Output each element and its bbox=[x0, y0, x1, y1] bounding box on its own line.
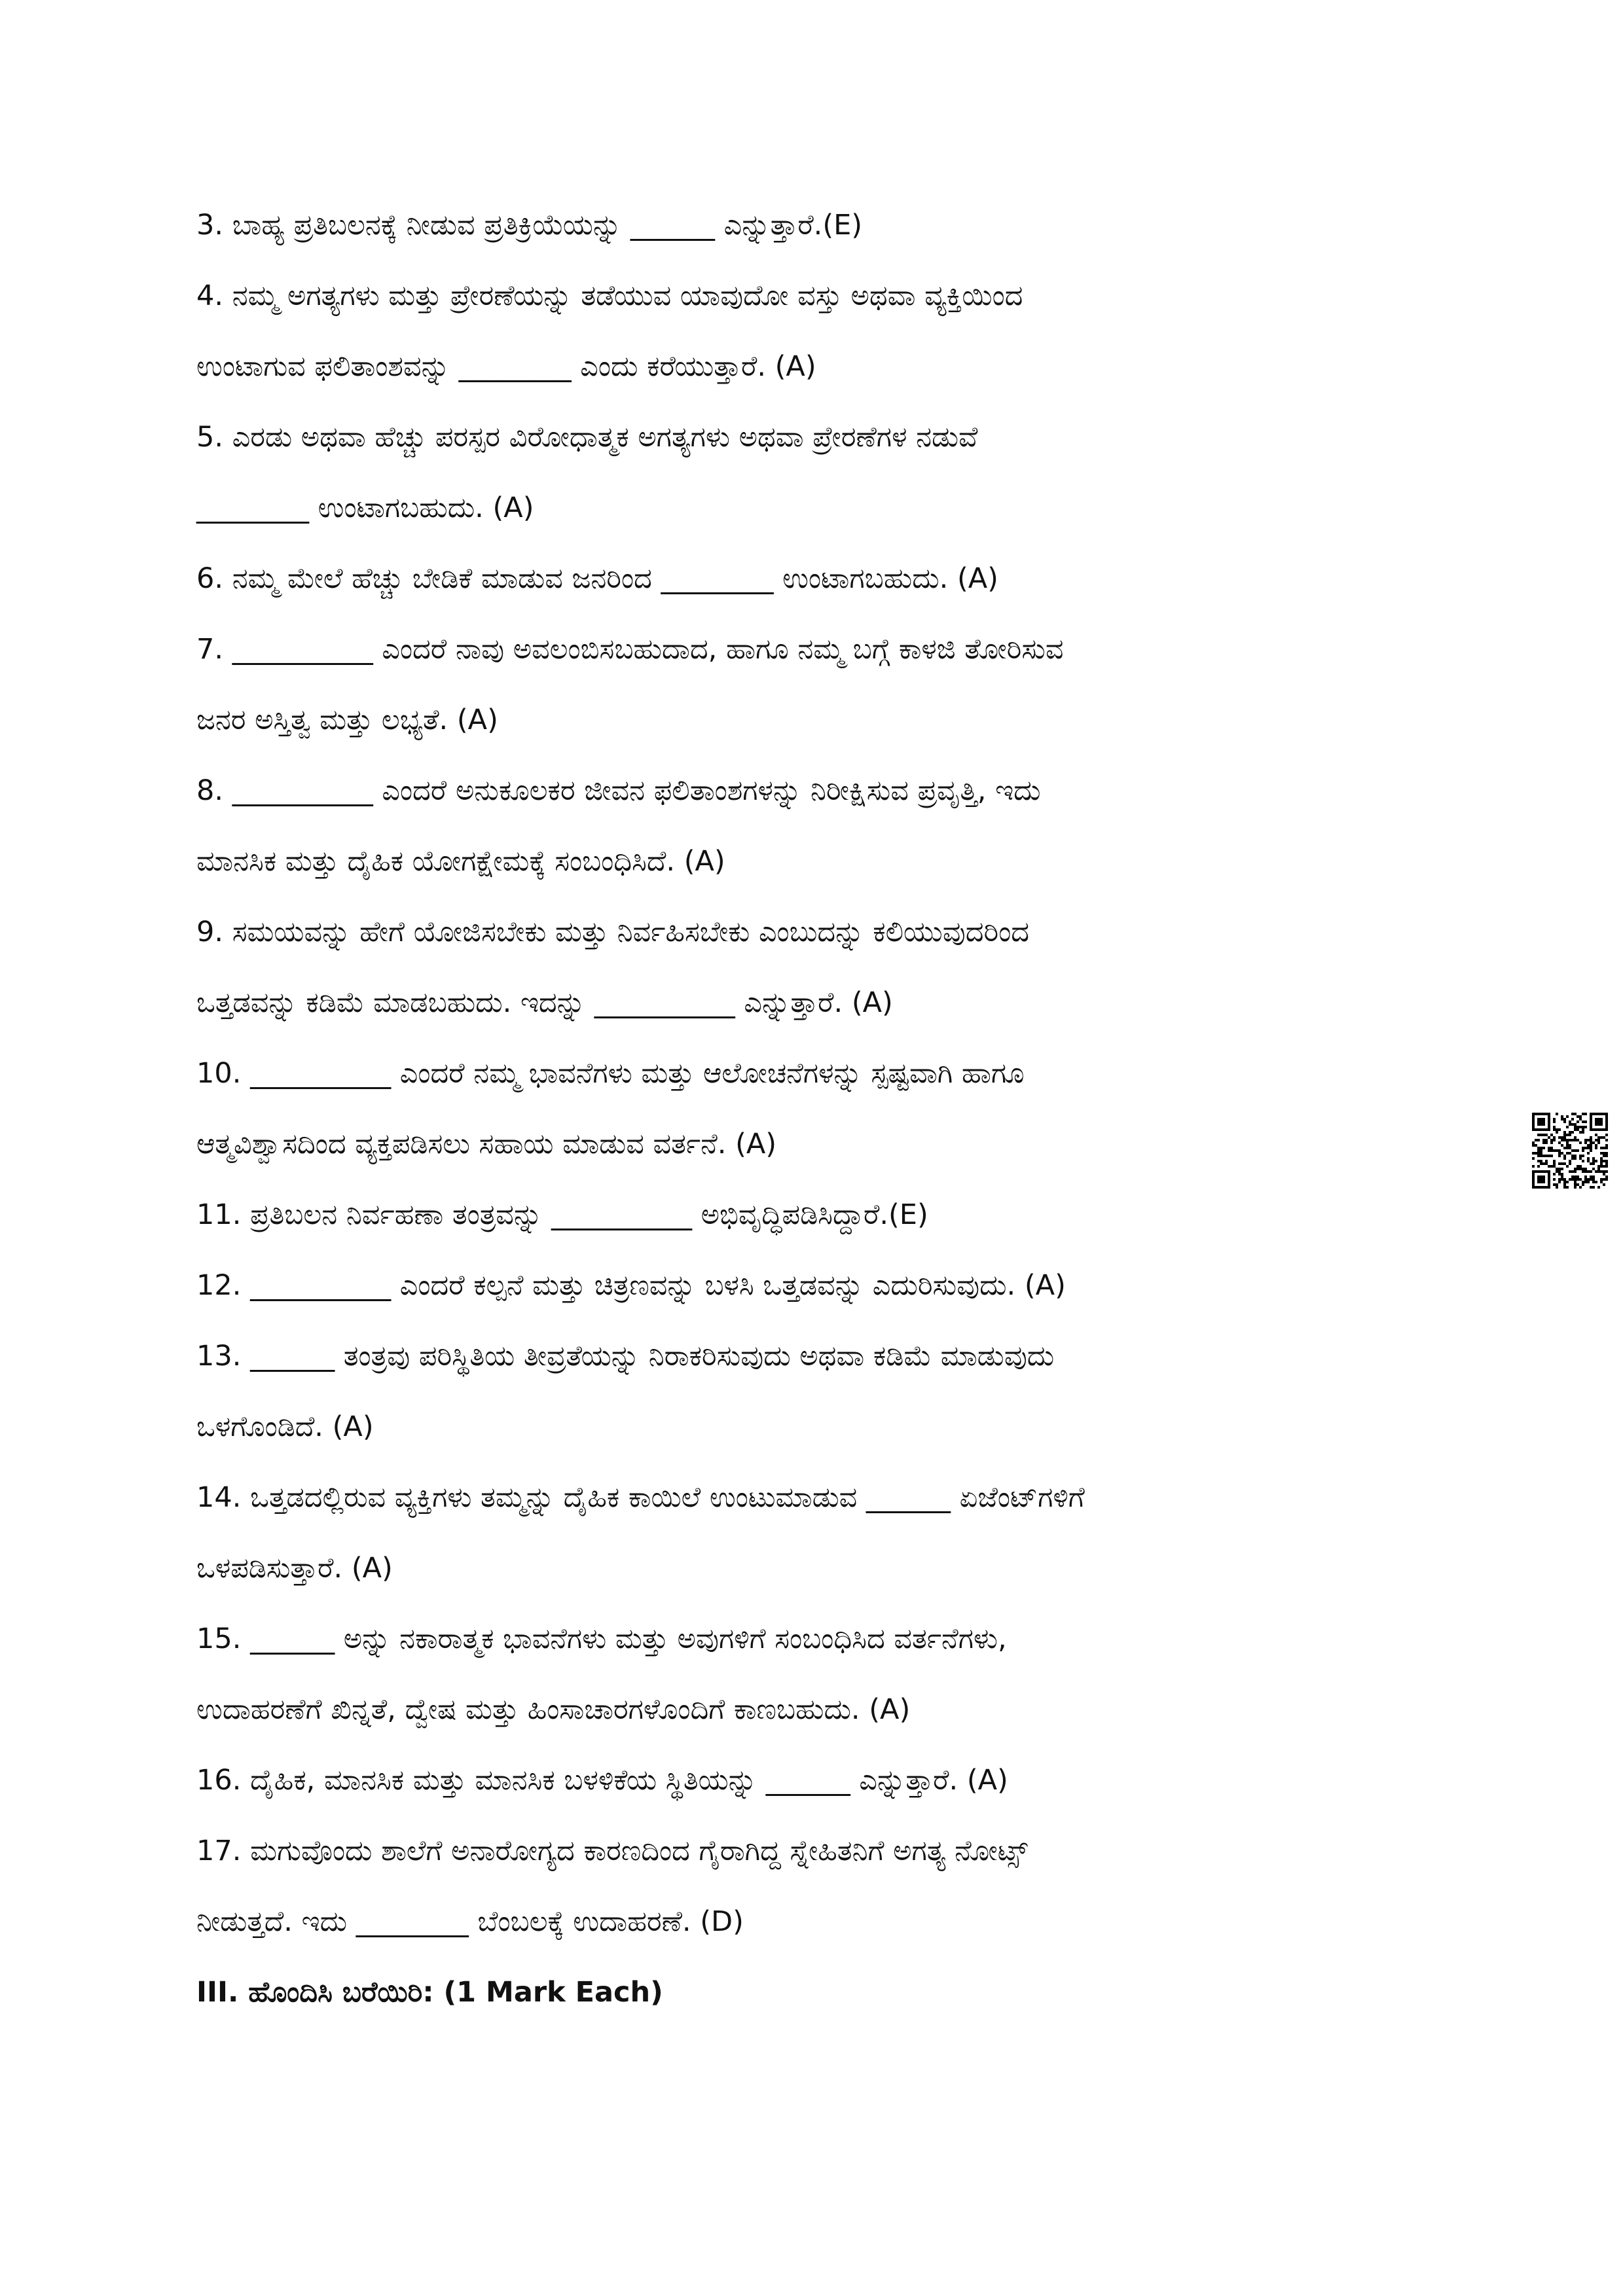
question-text-continued bbox=[196, 473, 1440, 543]
question-item bbox=[196, 614, 1440, 755]
question-number: 14. bbox=[196, 1481, 242, 1514]
question-line: ಉಂಟಾಗುವ ಫಲಿತಾಂಶವನ್ನು ________ ಎಂದು ಕರೆಯುತ್ತಾರೆ. (A) bbox=[196, 350, 816, 383]
question-number: 11. bbox=[196, 1198, 242, 1231]
question-text-continued bbox=[196, 1674, 1440, 1745]
question-text bbox=[196, 1604, 1440, 1674]
question-number: 17. bbox=[196, 1835, 242, 1867]
question-line: ಮಾನಸಿಕ ಮತ್ತು ದೈಹಿಕ ಯೋಗಕ್ಷೇಮಕ್ಕೆ ಸಂಬಂಧಿಸಿದೆ. (A) bbox=[196, 845, 725, 878]
question-text bbox=[196, 1745, 1440, 1816]
question-item bbox=[196, 897, 1440, 1038]
question-text-continued bbox=[196, 967, 1440, 1038]
question-text bbox=[196, 1038, 1440, 1109]
question-line: ಜನರ ಅಸ್ತಿತ್ವ ಮತ್ತು ಲಭ್ಯತೆ. (A) bbox=[196, 704, 498, 736]
question-text-continued bbox=[196, 685, 1440, 755]
question-text bbox=[196, 1816, 1440, 1886]
question-text-continued bbox=[196, 331, 1440, 402]
question-text bbox=[196, 543, 1440, 614]
question-number: 3. bbox=[196, 209, 224, 242]
question-number: 5. bbox=[196, 421, 224, 454]
question-line: ದೈಹಿಕ, ಮಾನಸಿಕ ಮತ್ತು ಮಾನಸಿಕ ಬಳಳಿಕೆಯ ಸ್ಥಿತಿಯನ್ನು ______ ಎನ್ನುತ್ತಾರೆ. (A) bbox=[250, 1764, 1008, 1797]
question-line: ಬಾಹ್ಯ ಪ್ರತಿಬಲನಕ್ಕೆ ನೀಡುವ ಪ್ರತಿಕ್ರಿಯೆಯನ್ನು ______ ಎನ್ನುತ್ತಾರೆ.(E) bbox=[232, 209, 863, 242]
question-text-continued bbox=[196, 1109, 1440, 1179]
question-text bbox=[196, 402, 1440, 473]
question-number: 13. bbox=[196, 1340, 242, 1372]
question-text bbox=[196, 1462, 1440, 1533]
question-item bbox=[196, 1462, 1440, 1604]
question-item bbox=[196, 190, 1440, 260]
question-line: ಪ್ರತಿಬಲನ ನಿರ್ವಹಣಾ ತಂತ್ರವನ್ನು __________ ಅಭಿವೃದ್ಧಿಪಡಿಸಿದ್ದಾರೆ.(E) bbox=[250, 1198, 928, 1231]
question-line: ಮಗುವೊಂದು ಶಾಲೆಗೆ ಅನಾರೋಗ್ಯದ ಕಾರಣದಿಂದ ಗೈರಾಗಿದ್ದ ಸ್ನೇಹಿತನಿಗೆ ಅಗತ್ಯ ನೋಟ್ಸ್ bbox=[250, 1835, 1028, 1867]
question-item bbox=[196, 755, 1440, 897]
question-line: ನಮ್ಮ ಅಗತ್ಯಗಳು ಮತ್ತು ಪ್ರೇರಣೆಯನ್ನು ತಡೆಯುವ ಯಾವುದೋ ವಸ್ತು ಅಥವಾ ವ್ಯಕ್ತಿಯಿಂದ bbox=[232, 279, 1023, 312]
question-item bbox=[196, 1321, 1440, 1462]
question-line: ಒಳಪಡಿಸುತ್ತಾರೆ. (A) bbox=[196, 1552, 393, 1585]
question-number: 16. bbox=[196, 1764, 242, 1797]
question-item bbox=[196, 1179, 1440, 1250]
question-line: ಸಮಯವನ್ನು ಹೇಗೆ ಯೋಜಿಸಬೇಕು ಮತ್ತು ನಿರ್ವಹಿಸಬೇಕು ಎಂಬುದನ್ನು ಕಲಿಯುವುದರಿಂದ bbox=[232, 916, 1030, 948]
question-line: ಒಳಗೊಂಡಿದೆ. (A) bbox=[196, 1410, 374, 1443]
question-line: __________ ಎಂದರೆ ನಾವು ಅವಲಂಬಿಸಬಹುದಾದ, ಹಾಗೂ ನಮ್ಮ ಬಗ್ಗೆ ಕಾಳಜಿ ತೋರಿಸುವ bbox=[232, 633, 1064, 666]
question-number: 10. bbox=[196, 1057, 242, 1090]
question-text bbox=[196, 1250, 1440, 1321]
question-number: 6. bbox=[196, 562, 224, 595]
question-line: ಒತ್ತಡವನ್ನು ಕಡಿಮೆ ಮಾಡಬಹುದು. ಇದನ್ನು __________ ಎನ್ನುತ್ತಾರೆ. (A) bbox=[196, 986, 893, 1019]
question-item bbox=[196, 1604, 1440, 1745]
question-line: ಉದಾಹರಣೆಗೆ ಖಿನ್ನತೆ, ದ್ವೇಷ ಮತ್ತು ಹಿಂಸಾಚಾರಗಳೊಂದಿಗೆ ಕಾಣಬಹುದು. (A) bbox=[196, 1693, 911, 1726]
question-item bbox=[196, 402, 1440, 543]
question-item bbox=[196, 1745, 1440, 1816]
question-text bbox=[196, 755, 1440, 826]
question-text-continued bbox=[196, 1886, 1440, 1957]
question-line: __________ ಎಂದರೆ ಕಲ್ಪನೆ ಮತ್ತು ಚಿತ್ರಣವನ್ನು ಬಳಸಿ ಒತ್ತಡವನ್ನು ಎದುರಿಸುವುದು. (A) bbox=[250, 1269, 1066, 1302]
question-item bbox=[196, 543, 1440, 614]
question-number: 9. bbox=[196, 916, 224, 948]
section-heading: III. ಹೊಂದಿಸಿ ಬರೆಯಿರಿ: (1 Mark Each) bbox=[196, 1976, 663, 2009]
question-line: ______ ಅನ್ನು ನಕಾರಾತ್ಮಕ ಭಾವನೆಗಳು ಮತ್ತು ಅವುಗಳಿಗೆ ಸಂಬಂಧಿಸಿದ ವರ್ತನೆಗಳು, bbox=[250, 1623, 1007, 1655]
question-line: ನಮ್ಮ ಮೇಲೆ ಹೆಚ್ಚು ಬೇಡಿಕೆ ಮಾಡುವ ಜನರಿಂದ ________ ಉಂಟಾಗಬಹುದು. (A) bbox=[232, 562, 998, 595]
question-item bbox=[196, 1816, 1440, 1957]
question-line: ________ ಉಂಟಾಗಬಹುದು. (A) bbox=[196, 492, 534, 524]
question-item bbox=[196, 1250, 1440, 1321]
question-item bbox=[196, 260, 1440, 402]
question-text-continued bbox=[196, 1391, 1440, 1462]
question-list bbox=[196, 190, 1440, 2028]
question-text bbox=[196, 897, 1440, 967]
question-line: ಒತ್ತಡದಲ್ಲಿರುವ ವ್ಯಕ್ತಿಗಳು ತಮ್ಮನ್ನು ದೈಹಿಕ ಕಾಯಿಲೆ ಉಂಟುಮಾಡುವ ______ ಏಜೆಂಟ್‌ಗಳಿಗೆ bbox=[250, 1481, 1085, 1514]
question-number: 12. bbox=[196, 1269, 242, 1302]
question-text bbox=[196, 614, 1440, 685]
question-line: ನೀಡುತ್ತದೆ. ಇದು ________ ಬೆಂಬಲಕ್ಕೆ ಉದಾಹರಣೆ. (D) bbox=[196, 1905, 744, 1938]
question-text bbox=[196, 1321, 1440, 1391]
question-text bbox=[196, 1179, 1440, 1250]
question-line: __________ ಎಂದರೆ ಅನುಕೂಲಕರ ಜೀವನ ಫಲಿತಾಂಶಗಳನ್ನು ನಿರೀಕ್ಷಿಸುವ ಪ್ರವೃತ್ತಿ, ಇದು bbox=[232, 774, 1041, 807]
question-text bbox=[196, 190, 1440, 260]
question-text-continued bbox=[196, 826, 1440, 897]
question-item bbox=[196, 1038, 1440, 1179]
question-number: 15. bbox=[196, 1623, 242, 1655]
question-text-continued bbox=[196, 1533, 1440, 1604]
question-line: __________ ಎಂದರೆ ನಮ್ಮ ಭಾವನೆಗಳು ಮತ್ತು ಆಲೋಚನೆಗಳನ್ನು ಸ್ಪಷ್ಟವಾಗಿ ಹಾಗೂ bbox=[250, 1057, 1025, 1090]
question-number: 7. bbox=[196, 633, 224, 666]
qr-code-icon bbox=[1532, 1113, 1608, 1189]
question-line: ______ ತಂತ್ರವು ಪರಿಸ್ಥಿತಿಯ ತೀವ್ರತೆಯನ್ನು ನಿರಾಕರಿಸುವುದು ಅಥವಾ ಕಡಿಮೆ ಮಾಡುವುದು bbox=[250, 1340, 1055, 1372]
question-text bbox=[196, 260, 1440, 331]
question-number: 4. bbox=[196, 279, 224, 312]
question-number: 8. bbox=[196, 774, 224, 807]
question-line: ಆತ್ಮವಿಶ್ವಾಸದಿಂದ ವ್ಯಕ್ತಪಡಿಸಲು ಸಹಾಯ ಮಾಡುವ ವರ್ತನೆ. (A) bbox=[196, 1128, 777, 1160]
question-line: ಎರಡು ಅಥವಾ ಹೆಚ್ಚು ಪರಸ್ಪರ ವಿರೋಧಾತ್ಮಕ ಅಗತ್ಯಗಳು ಅಥವಾ ಪ್ರೇರಣೆಗಳ ನಡುವೆ bbox=[232, 421, 978, 454]
